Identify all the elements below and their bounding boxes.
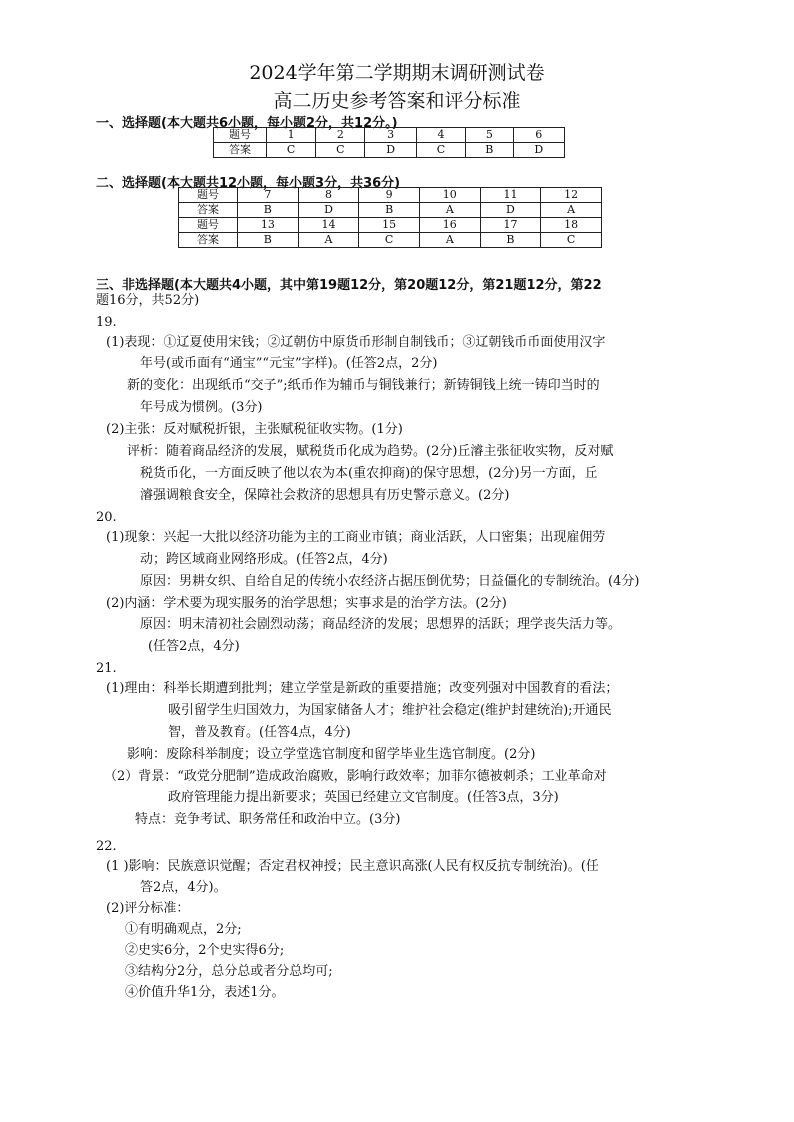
answer-line: (1)表现：①辽夏使用宋钱；②辽朝仿中原货币形制自制钱币；③辽朝钱币币面使用汉字 [106, 335, 606, 350]
answer-line: (2)评分标准： [106, 901, 190, 916]
answer-line: 原因：明末清初社会剧烈动荡；商品经济的发展；思想界的活跃；理学丧失活力等。 [140, 617, 622, 632]
table-cell: 4 [416, 128, 465, 143]
section-heading-part3-cont: 题16分，共52分) [96, 293, 200, 308]
table-cell: 13 [238, 218, 299, 233]
answer-line: 评析：随着商品经济的发展，赋税货币化成为趋势。(2分)丘濬主张征收实物，反对赋 [127, 444, 614, 459]
exam-subtitle: 高二历史参考答案和评分标准 [273, 90, 521, 112]
section-heading-part1: 一、选择题(本大题共6小题，每小题2分，共12分。) [96, 116, 398, 131]
answer-table-part2 [178, 187, 602, 248]
table-cell: D [480, 203, 541, 218]
row-label: 题号 [179, 188, 238, 203]
answer-line: 原因：男耕女织、自给自足的传统小农经济占据压倒优势；日益僵化的专制统治。(4分) [140, 574, 640, 589]
table-row [179, 203, 602, 218]
table-cell: 3 [365, 128, 416, 143]
table-cell: A [419, 203, 480, 218]
answer-line: 年号(或币面有“通宝”“元宝”字样)。(任答2点，2分) [140, 356, 438, 371]
answer-line: (1 )影响：民族意识觉醒；否定君权神授；民主意识高涨(人民有权反抗专制统治)。(任 [106, 859, 599, 874]
table-row [214, 128, 565, 143]
table-cell: 11 [480, 188, 541, 203]
answer-line: ④价值升华1分，表述1分。 [125, 985, 285, 1000]
question-number: 22. [96, 839, 117, 854]
answer-line: 智，普及教育。(任答4点，4分) [168, 725, 351, 740]
table-cell: C [267, 143, 316, 158]
answer-line: 年号成为惯例。(3分) [140, 400, 263, 415]
table-cell: 16 [419, 218, 480, 233]
section-heading-part2: 二、选择题(本大题共12小题，每小题3分，共36分) [96, 176, 401, 191]
table-cell: B [359, 203, 420, 218]
table-cell: 7 [238, 188, 299, 203]
question-number: 20. [96, 510, 117, 525]
answer-line: 动；跨区域商业网络形成。(任答2点，4分) [140, 552, 388, 567]
table-cell: C [416, 143, 465, 158]
table-cell: 14 [298, 218, 359, 233]
table-cell: A [298, 233, 359, 248]
row-label: 答案 [179, 233, 238, 248]
table-cell: 15 [359, 218, 420, 233]
answer-line: (1)现象：兴起一大批以经济功能为主的工商业市镇；商业活跃，人口密集；出现雇佣劳 [106, 530, 606, 545]
table-cell: B [480, 233, 541, 248]
row-label: 答案 [179, 203, 238, 218]
table-row [179, 233, 602, 248]
table-row [214, 143, 565, 158]
answer-line: 税货币化，一方面反映了他以农为本(重农抑商)的保守思想，(2分)另一方面，丘 [140, 466, 598, 481]
table-cell: D [513, 143, 564, 158]
table-cell: 8 [298, 188, 359, 203]
answer-line: 政府管理能力提出新要求；英国已经建立文官制度。(任答3点，3分) [168, 790, 559, 805]
answer-line: ①有明确观点，2分; [125, 922, 242, 937]
table-cell: 12 [541, 188, 602, 203]
table-cell: C [316, 143, 365, 158]
answer-line: ③结构分2分，总分总或者分总均可; [125, 964, 333, 979]
question-number: 19. [96, 315, 117, 330]
table-cell: C [541, 233, 602, 248]
question-number: 21. [96, 661, 117, 676]
answer-line: 吸引留学生归国效力，为国家储备人才；维护社会稳定(维护封建统治);开通民 [168, 703, 612, 718]
row-label: 题号 [214, 128, 267, 143]
table-row [179, 218, 602, 233]
table-cell: B [238, 233, 299, 248]
row-label: 题号 [179, 218, 238, 233]
exam-title: 2024学年第二学期期末调研测试卷 [249, 62, 545, 84]
table-cell: A [541, 203, 602, 218]
table-cell: 17 [480, 218, 541, 233]
table-cell: C [359, 233, 420, 248]
row-label: 答案 [214, 143, 267, 158]
table-cell: B [466, 143, 514, 158]
answer-line: (1)理由：科举长期遭到批判；建立学堂是新政的重要措施；改变列强对中国教育的看法； [106, 681, 619, 696]
answer-line: 濬强调粮食安全，保障社会救济的思想具有历史警示意义。(2分) [140, 488, 510, 503]
answer-line: (任答2点，4分) [148, 639, 240, 654]
table-cell: D [298, 203, 359, 218]
answer-table-part1 [213, 127, 565, 158]
table-cell: 18 [541, 218, 602, 233]
answer-line: 新的变化：出现纸币“交子”;纸币作为辅币与铜钱兼行；新铸铜钱上统一铸印当时的 [127, 378, 600, 393]
table-cell: D [365, 143, 416, 158]
table-cell: A [419, 233, 480, 248]
table-cell: B [238, 203, 299, 218]
answer-line: 特点：竞争考试、职务常任和政治中立。(3分) [135, 812, 401, 827]
answer-line: ②史实6分，2个史实得6分; [125, 943, 285, 958]
table-cell: 2 [316, 128, 365, 143]
answer-line: （2）背景：“政党分肥制”造成政治腐败，影响行政效率；加菲尔德被刺杀；工业革命对 [104, 769, 607, 784]
answer-line: (2)主张：反对赋税折银，主张赋税征收实物。(1分) [106, 422, 403, 437]
table-cell: 10 [419, 188, 480, 203]
answer-line: 影响：废除科举制度；设立学堂选官制度和留学毕业生选官制度。(2分) [127, 747, 536, 762]
answer-line: (2)内涵：学术要为现实服务的治学思想；实事求是的治学方法。(2分) [106, 596, 507, 611]
table-row [179, 188, 602, 203]
section-heading-part3: 三、非选择题(本大题共4小题，其中第19题12分，第20题12分，第21题12分，第22 [96, 278, 602, 293]
table-cell: 5 [466, 128, 514, 143]
table-cell: 9 [359, 188, 420, 203]
table-cell: 6 [513, 128, 564, 143]
answer-line: 答2点，4分)。 [140, 880, 227, 895]
table-cell: 1 [267, 128, 316, 143]
